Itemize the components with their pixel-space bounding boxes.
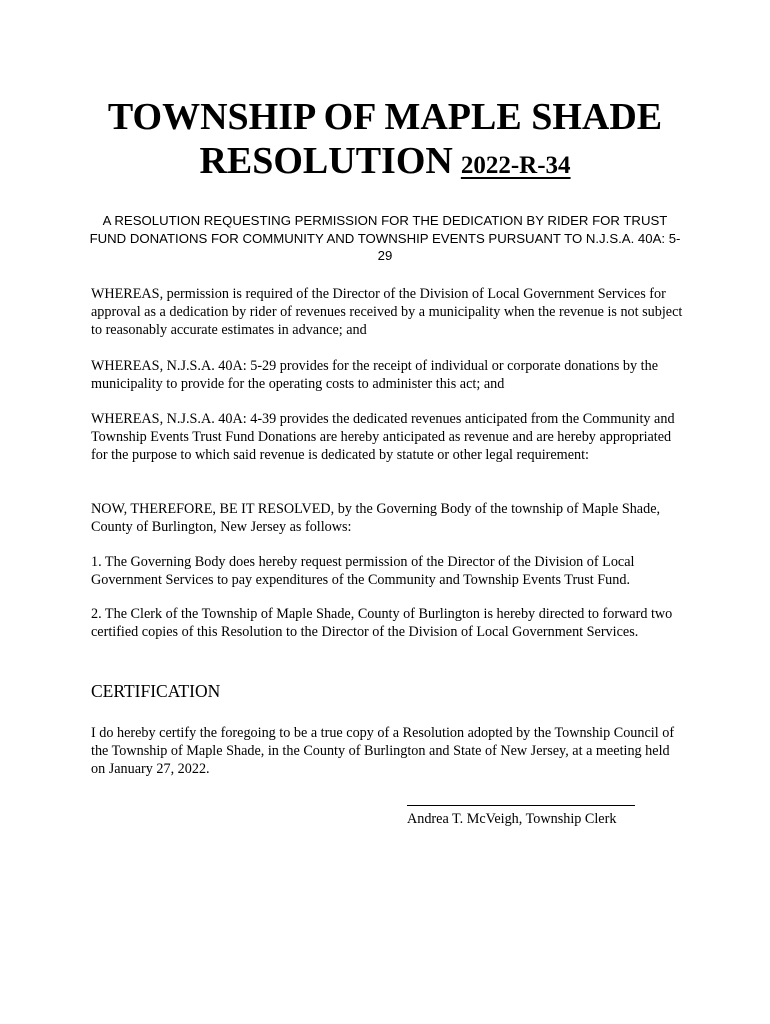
resolution-item-2: 2. The Clerk of the Township of Maple Shade, County of Burlington is hereby directed to forward two certified copies of this Resolution to the Director of the Division of Local Government Services.: [91, 606, 673, 640]
resolution-label: RESOLUTION: [199, 140, 453, 182]
resolved-paragraph: NOW, THEREFORE, BE IT RESOLVED, by the Governing Body of the township of Maple Shade, County of Burlington, New Jersey as follows:: [91, 501, 661, 535]
whereas-paragraph-3: WHEREAS, N.J.S.A. 40A: 4-39 provides the dedicated revenues anticipated from the Community and Township Events Trust Fund Donations are hereby anticipated as revenue and are hereby appropriated for the purpose to which said revenue is dedicated by statute or other legal requirement:: [91, 411, 675, 463]
resolution-heading: [0, 140, 770, 187]
document-title: TOWNSHIP OF MAPLE SHADE: [107, 96, 663, 138]
certification-heading: CERTIFICATION: [91, 681, 221, 701]
signatory-name: Andrea T. McVeigh, Township Clerk: [407, 811, 617, 827]
whereas-paragraph-1: WHEREAS, permission is required of the Director of the Division of Local Government Services for approval as a dedication by rider of revenues received by a municipality when the revenue is not subject to reasonably accurate estimates in advance; and: [91, 286, 683, 338]
resolution-subtitle: A RESOLUTION REQUESTING PERMISSION FOR THE DEDICATION BY RIDER FOR TRUST FUND DONATIONS FOR COMMUNITY AND TOWNSHIP EVENTS PURSUANT TO N.J.S.A. 40A: 5-29: [89, 213, 681, 263]
resolution-item-1: 1. The Governing Body does hereby request permission of the Director of the Division of Local Government Services to pay expenditures of the Community and Township Events Trust Fund.: [91, 554, 635, 588]
signature-line: [407, 805, 635, 806]
whereas-paragraph-2: WHEREAS, N.J.S.A. 40A: 5-29 provides for the receipt of individual or corporate donations by the municipality to provide for the operating costs to administer this act; and: [91, 358, 658, 392]
certification-text: I do hereby certify the foregoing to be a true copy of a Resolution adopted by the Township Council of the Township of Maple Shade, in the County of Burlington and State of New Jersey, at a meeting held on January 27, 2022.: [91, 725, 675, 777]
resolution-number: 2022-R-34: [460, 152, 571, 179]
